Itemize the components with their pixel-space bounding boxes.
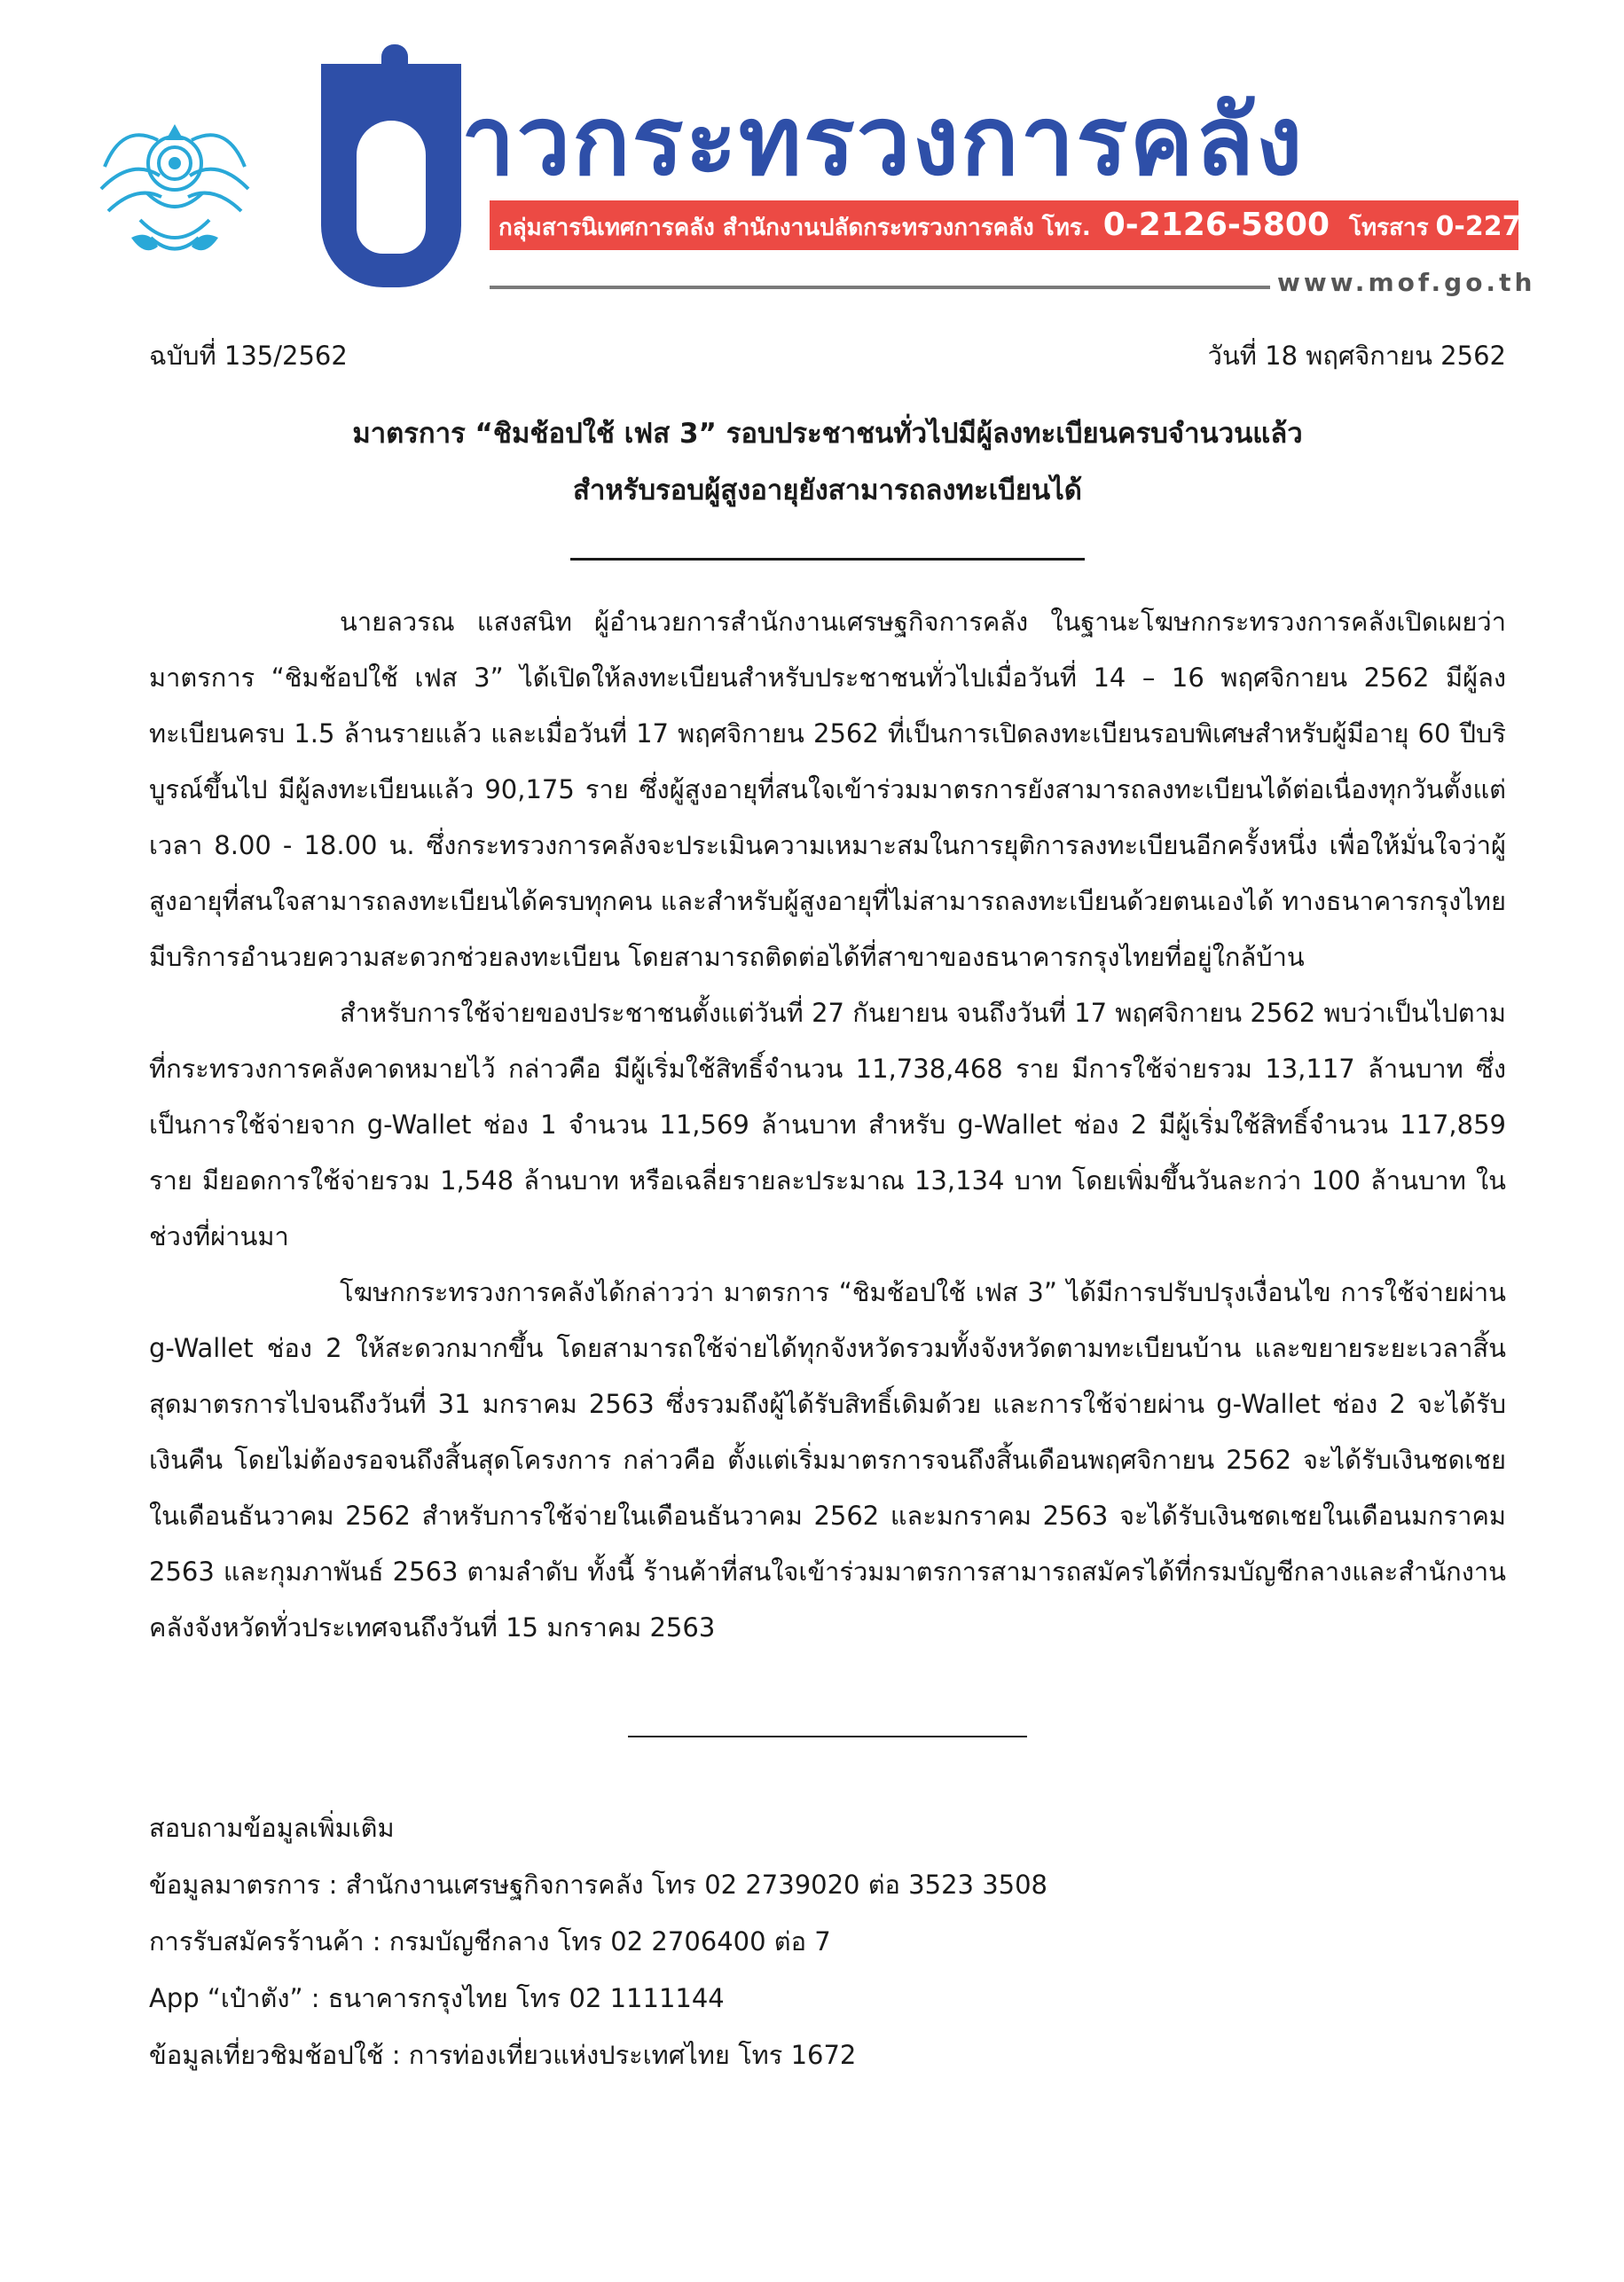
press-release — [149, 328, 1506, 2083]
masthead-phone: 0-2126-5800 — [1102, 207, 1330, 243]
body-paragraph-3: โฆษกกระทรวงการคลังได้กล่าวว่า มาตรการ “ชิมช้อปใช้ เฟส 3” ได้มีการปรับปรุงเงื่อนไข การใช้จ่ายผ่าน g-Wallet ช่อง 2 ให้สะดวกมากขึ้น โดยสามารถใช้จ่ายได้ทุกจังหวัดรวมทั้งจังหวัดตามทะเบียนบ้าน และขยายระยะเวลาสิ้นสุดมาตรการไปจนถึงวันที่ 31 มกราคม 2563 ซึ่งรวมถึงผู้ได้รับสิทธิ์เดิมด้วย และการใช้จ่ายผ่าน g-Wallet ช่อง 2 จะได้รับเงินคืน โดยไม่ต้องรอจนถึงสิ้นสุดโครงการ กล่าวคือ ตั้งแต่เริ่มมาตรการจนถึงสิ้นเดือนพฤศจิกายน 2562 จะได้รับเงินชดเชยในเดือนธันวาคม 2562 สำหรับการใช้จ่ายในเดือนธันวาคม 2562 และมกราคม 2563 จะได้รับเงินชดเชยในเดือนมกราคม 2563 และกุมภาพันธ์ 2563 ตามลำดับ ทั้งนี้ ร้านค้าที่สนใจเข้าร่วมมาตรการสามารถสมัครได้ที่กรมบัญชีกลางและสำนักงานคลังจังหวัดทั่วประเทศจนถึงวันที่ 15 มกราคม 2563 — [149, 1277, 1506, 1643]
contact-heading: สอบถามข้อมูลเพิ่มเติม — [149, 1813, 395, 1843]
masthead-logo-mark — [381, 44, 408, 82]
masthead-title: าวกระทรวงการคลัง — [461, 86, 1305, 197]
headline — [149, 405, 1506, 519]
masthead-fax: 0-2273-9763 — [1435, 211, 1624, 242]
contact-line: ข้อมูลเที่ยวชิมช้อปใช้ : การท่องเที่ยวแห่งประเทศไทย โทร 1672 — [149, 2040, 857, 2070]
body-paragraph-2: สำหรับการใช้จ่ายของประชาชนตั้งแต่วันที่ 27 กันยายน จนถึงวันที่ 17 พฤศจิกายน 2562 พบว่าเป็นไปตามที่กระทรวงการคลังคาดหมายไว้ กล่าวคือ มีผู้เริ่มใช้สิทธิ์จำนวน 11,738,468 ราย มีการใช้จ่ายรวม 13,117 ล้านบาท ซึ่งเป็นการใช้จ่ายจาก g-Wallet ช่อง 1 จำนวน 11,569 ล้านบาท สำหรับ g-Wallet ช่อง 2 มีผู้เริ่มใช้สิทธิ์จำนวน 117,859 ราย มียอดการใช้จ่ายรวม 1,548 ล้านบาท หรือเฉลี่ยรายละประมาณ 13,134 บาท โดยเพิ่มขึ้นวันละกว่า 100 ล้านบาท ในช่วงที่ผ่านมา — [149, 998, 1506, 1251]
garuda-emblem-icon — [96, 105, 254, 263]
masthead-contact-bar — [490, 200, 1624, 250]
issue-date: วันที่ 18 พฤศจิกายน 2562 — [1207, 341, 1506, 371]
headline-line-2: สำหรับรอบผู้สูงอายุยังสามารถลงทะเบียนได้ — [573, 474, 1082, 506]
footer-divider — [628, 1736, 1027, 1737]
contact-line: ข้อมูลมาตรการ : สำนักงานเศรษฐกิจการคลัง โทร 02 2739020 ต่อ 3523 3508 — [149, 1870, 1048, 1900]
body-paragraph-1: นายลวรณ แสงสนิท ผู้อำนวยการสำนักงานเศรษฐกิจการคลัง ในฐานะโฆษกกระทรวงการคลังเปิดเผยว่า มาตรการ “ชิมช้อปใช้ เฟส 3” ได้เปิดให้ลงทะเบียนสำหรับประชาชนทั่วไปเมื่อวันที่ 14 – 16 พฤศจิกายน 2562 มีผู้ลงทะเบียนครบ 1.5 ล้านรายแล้ว และเมื่อวันที่ 17 พฤศจิกายน 2562 ที่เป็นการเปิดลงทะเบียนรอบพิเศษสำหรับผู้มีอายุ 60 ปีบริบูรณ์ขึ้นไป มีผู้ลงทะเบียนแล้ว 90,175 ราย ซึ่งผู้สูงอายุที่สนใจเข้าร่วมมาตรการยังสามารถลงทะเบียนได้ต่อเนื่องทุกวันตั้งแต่เวลา 8.00 - 18.00 น. ซึ่งกระทรวงการคลังจะประเมินความเหมาะสมในการยุติการลงทะเบียนอีกครั้งหนึ่ง เพื่อให้มั่นใจว่าผู้สูงอายุที่สนใจสามารถลงทะเบียนได้ครบทุกคน และสำหรับผู้สูงอายุที่ไม่สามารถลงทะเบียนด้วยตนเองได้ ทางธนาคารกรุงไทยมีบริการอำนวยความสะดวกช่วยลงทะเบียน โดยสามารถติดต่อได้ที่สาขาของธนาคารกรุงไทยที่อยู่ใกล้บ้าน — [149, 607, 1506, 972]
headline-divider — [570, 558, 1085, 561]
masthead — [0, 0, 1624, 302]
contact-line: การรับสมัครร้านค้า : กรมบัญชีกลาง โทร 02 2706400 ต่อ 7 — [149, 1926, 831, 1957]
masthead-subtitle: กลุ่มสารนิเทศการคลัง สำนักงานปลัดกระทรวงการคลัง โทร. — [498, 215, 1091, 241]
issue-number: ฉบับที่ 135/2562 — [149, 341, 348, 371]
masthead-divider — [490, 286, 1270, 289]
masthead-logo-letter — [321, 64, 461, 287]
masthead-website[interactable]: www.mof.go.th — [1277, 268, 1536, 297]
headline-line-1: มาตรการ “ชิมช้อปใช้ เฟส 3” รอบประชาชนทั่วไปมีผู้ลงทะเบียนครบจำนวนแล้ว — [352, 418, 1303, 450]
masthead-fax-label: โทรสาร — [1349, 215, 1429, 241]
contact-line: App “เป๋าตัง” : ธนาคารกรุงไทย โทร 02 1111144 — [149, 1983, 725, 2013]
contact-info — [149, 1800, 1506, 2083]
document-meta — [149, 328, 1506, 384]
